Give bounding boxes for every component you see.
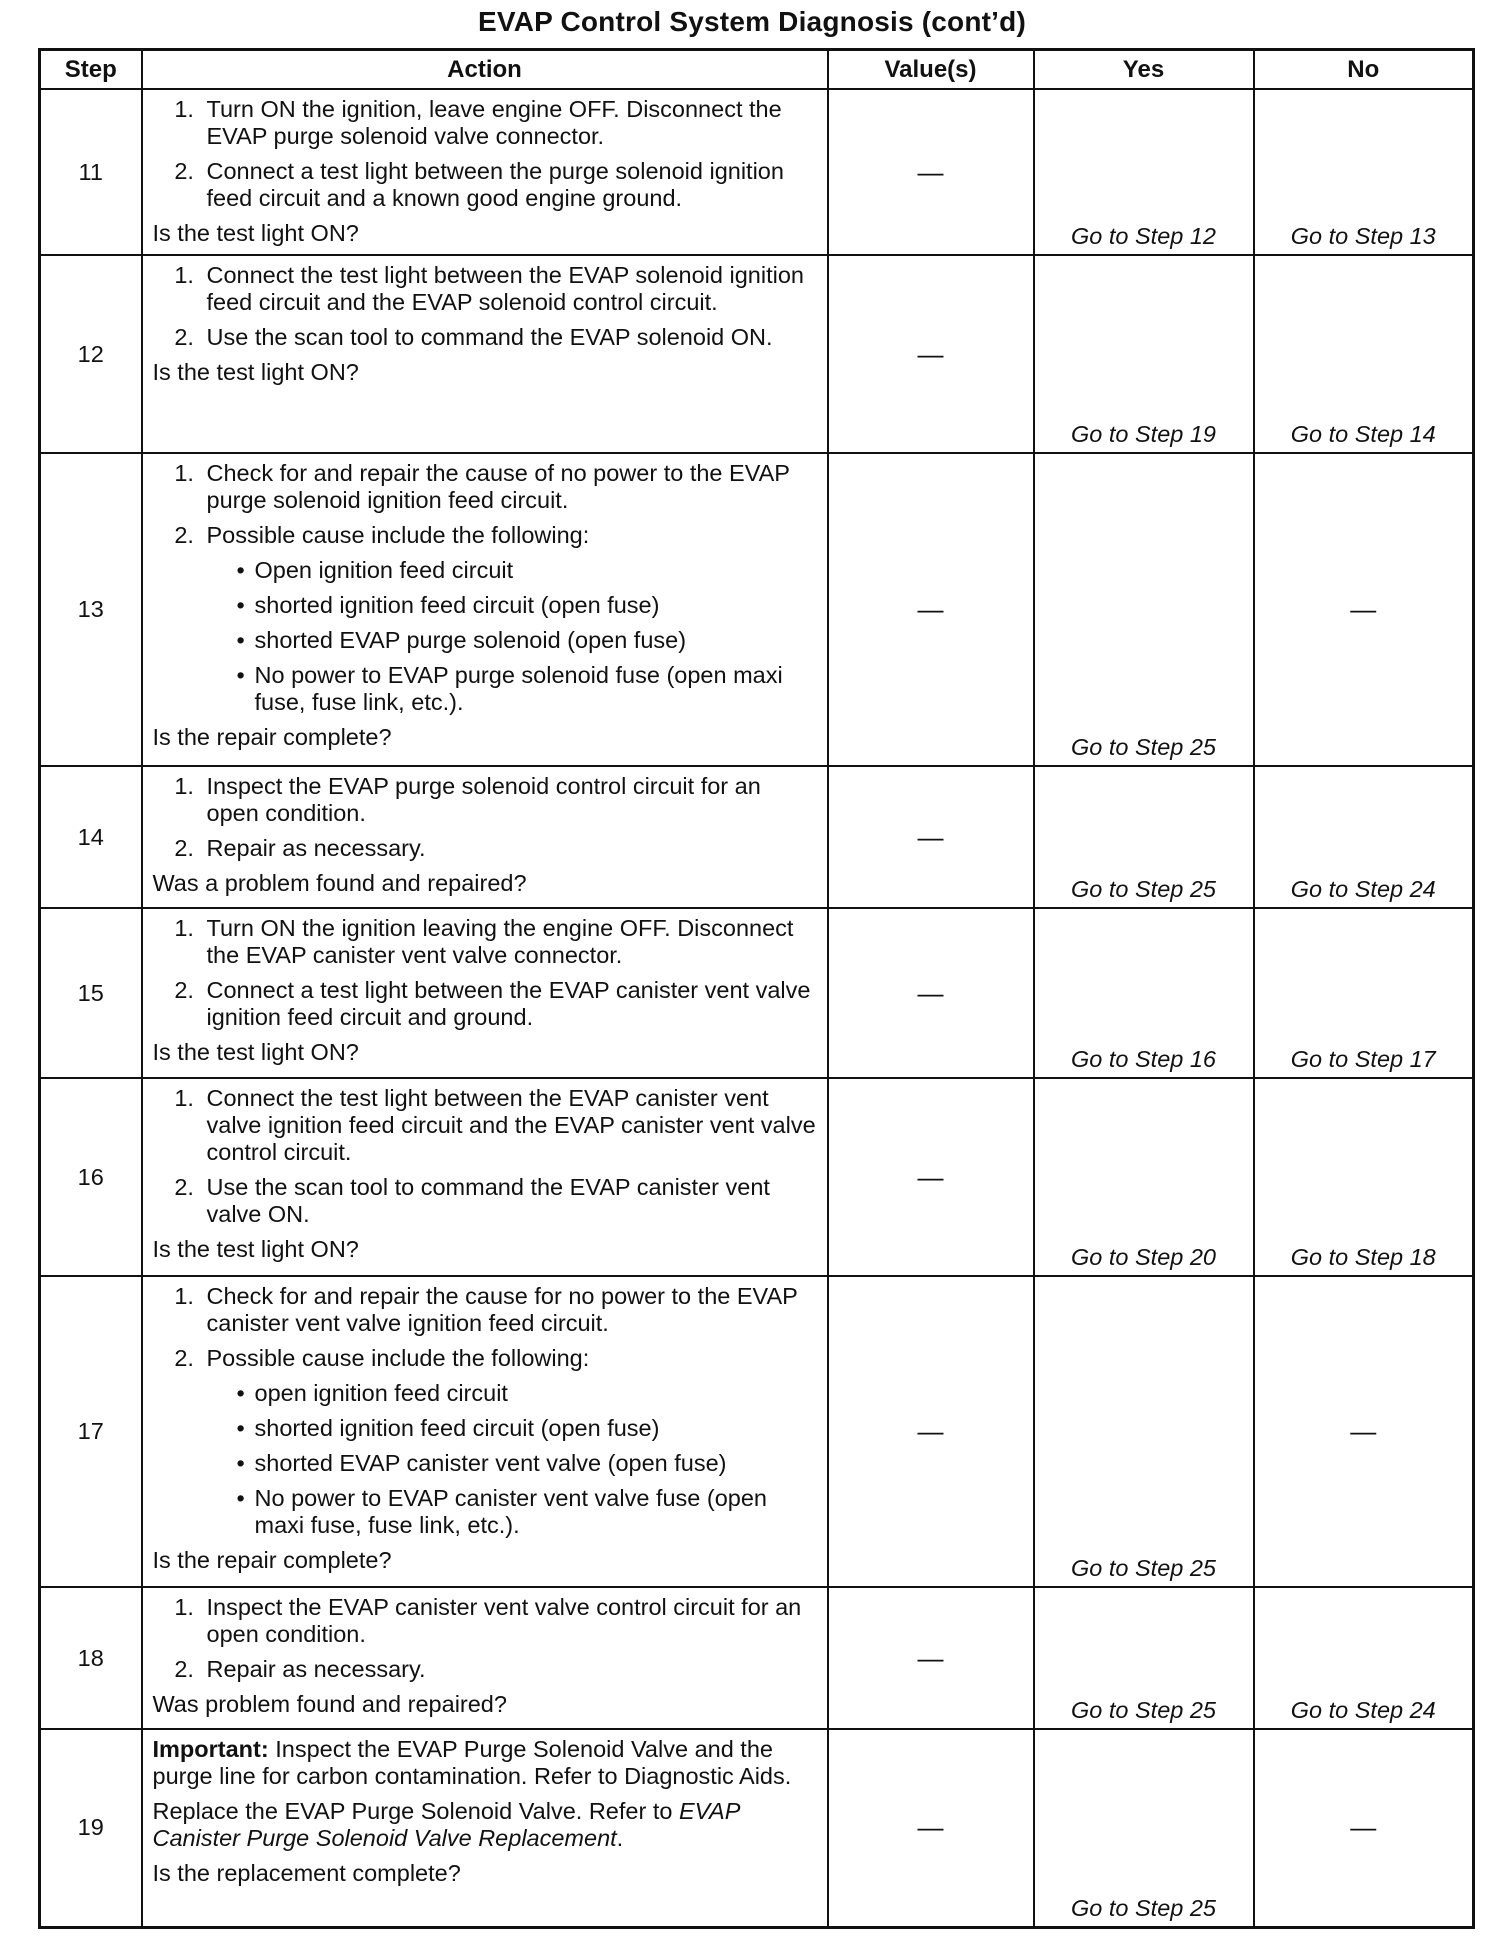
action-cell [142, 766, 828, 908]
step-number: 12 [40, 255, 142, 453]
no-cell: — [1254, 453, 1474, 766]
no-cell: — [1254, 1276, 1474, 1587]
action-question: Is the replacement complete? [152, 1860, 461, 1886]
header-no: No [1254, 50, 1474, 90]
action-item: 1. Connect the test light between the EVAP canister vent valve ignition feed circuit and the EVAP canister vent valve control circuit. [201, 1085, 819, 1166]
yes-cell: Go to Step 16 [1034, 908, 1254, 1078]
action-question: Was a problem found and repaired? [152, 870, 527, 896]
no-cell: Go to Step 14 [1254, 255, 1474, 453]
bullet-item: • shorted EVAP purge solenoid (open fuse) [237, 627, 819, 654]
action-question: Is the test light ON? [152, 220, 359, 246]
step-number: 13 [40, 453, 142, 766]
value-cell: — [828, 453, 1034, 766]
replace-instruction [153, 1798, 819, 1852]
action-item [201, 1345, 819, 1539]
bullet-item: • open ignition feed circuit [237, 1380, 819, 1407]
value-cell: — [828, 89, 1034, 255]
table-row [40, 1587, 1474, 1729]
header-values: Value(s) [828, 50, 1034, 90]
yes-cell: Go to Step 25 [1034, 1587, 1254, 1729]
yes-cell: Go to Step 25 [1034, 1729, 1254, 1927]
action-cell [142, 1729, 828, 1927]
bullet-item: • shorted EVAP canister vent valve (open fuse) [237, 1450, 819, 1477]
no-cell: — [1254, 1729, 1474, 1927]
bullet-item: • shorted ignition feed circuit (open fuse) [237, 1415, 819, 1442]
action-question: Is the repair complete? [152, 1547, 392, 1573]
value-cell: — [828, 1078, 1034, 1276]
page-title: EVAP Control System Diagnosis (cont’d) [478, 6, 1026, 37]
table-row [40, 1729, 1474, 1927]
no-cell: Go to Step 24 [1254, 1587, 1474, 1729]
bullet-item: • shorted ignition feed circuit (open fuse) [237, 592, 819, 619]
action-question: Is the test light ON? [152, 1236, 359, 1262]
action-cell [142, 1276, 828, 1587]
no-cell: Go to Step 18 [1254, 1078, 1474, 1276]
value-cell: — [828, 1276, 1034, 1587]
action-question: Is the repair complete? [152, 724, 392, 750]
header-row [40, 50, 1474, 90]
value-cell: — [828, 908, 1034, 1078]
action-item: 1. Turn ON the ignition, leave engine OFF. Disconnect the EVAP purge solenoid valve connector. [201, 96, 819, 150]
bullet-item: • Open ignition feed circuit [237, 557, 819, 584]
action-item-text: Possible cause include the following: [206, 1345, 590, 1371]
action-question: Is the test light ON? [152, 359, 359, 385]
action-item: 2. Use the scan tool to command the EVAP canister vent valve ON. [201, 1174, 819, 1228]
action-question: Was problem found and repaired? [152, 1691, 507, 1717]
step-number: 17 [40, 1276, 142, 1587]
value-cell: — [828, 1587, 1034, 1729]
diagnosis-table [38, 48, 1475, 1929]
step-number: 18 [40, 1587, 142, 1729]
bullet-item: • No power to EVAP canister vent valve fuse (open maxi fuse, fuse link, etc.). [237, 1485, 819, 1539]
header-action: Action [142, 50, 828, 90]
action-cell [142, 453, 828, 766]
action-item: 2. Repair as necessary. [201, 835, 819, 862]
important-label: Important: [152, 1736, 269, 1762]
step-number: 19 [40, 1729, 142, 1927]
action-item: 2. Connect a test light between the purge solenoid ignition feed circuit and a known good engine ground. [201, 158, 819, 212]
bullet-item: • No power to EVAP purge solenoid fuse (open maxi fuse, fuse link, etc.). [237, 662, 819, 716]
no-cell: Go to Step 17 [1254, 908, 1474, 1078]
yes-cell: Go to Step 25 [1034, 766, 1254, 908]
action-cell [142, 89, 828, 255]
action-item: 1. Inspect the EVAP purge solenoid control circuit for an open condition. [201, 773, 819, 827]
table-row [40, 908, 1474, 1078]
value-cell: — [828, 1729, 1034, 1927]
action-item: 1. Inspect the EVAP canister vent valve control circuit for an open condition. [201, 1594, 819, 1648]
important-note [153, 1736, 819, 1790]
no-cell: Go to Step 24 [1254, 766, 1474, 908]
yes-cell: Go to Step 20 [1034, 1078, 1254, 1276]
action-question: Is the test light ON? [152, 1039, 359, 1065]
table-row [40, 453, 1474, 766]
step-number: 16 [40, 1078, 142, 1276]
replace-end: . [616, 1825, 624, 1851]
table-row [40, 766, 1474, 908]
action-item: 1. Check for and repair the cause for no power to the EVAP canister vent valve ignition feed circuit. [201, 1283, 819, 1337]
action-cell [142, 1587, 828, 1729]
action-item: 2. Use the scan tool to command the EVAP solenoid ON. [201, 324, 819, 351]
no-cell: Go to Step 13 [1254, 89, 1474, 255]
action-cell [142, 255, 828, 453]
yes-cell: Go to Step 12 [1034, 89, 1254, 255]
yes-cell: Go to Step 25 [1034, 1276, 1254, 1587]
value-cell: — [828, 766, 1034, 908]
table-row [40, 1078, 1474, 1276]
action-cell [142, 908, 828, 1078]
action-item: 2. Connect a test light between the EVAP canister vent valve ignition feed circuit and ground. [201, 977, 819, 1031]
table-row [40, 255, 1474, 453]
action-cell [142, 1078, 828, 1276]
action-item-text: Possible cause include the following: [206, 522, 590, 548]
step-number: 15 [40, 908, 142, 1078]
replace-reference: EVAP Canister Purge Solenoid Valve Replacement [152, 1798, 740, 1851]
action-item: 1. Turn ON the ignition leaving the engine OFF. Disconnect the EVAP canister vent valve connector. [201, 915, 819, 969]
action-item: 1. Connect the test light between the EVAP solenoid ignition feed circuit and the EVAP solenoid control circuit. [201, 262, 819, 316]
action-item [201, 522, 819, 716]
header-yes: Yes [1034, 50, 1254, 90]
table-row [40, 1276, 1474, 1587]
action-item: 2. Repair as necessary. [201, 1656, 819, 1683]
important-text: Inspect the EVAP Purge Solenoid Valve and the purge line for carbon contamination. Refer to Diagnostic Aids. [152, 1736, 792, 1789]
yes-cell: Go to Step 19 [1034, 255, 1254, 453]
replace-text: Replace the EVAP Purge Solenoid Valve. Refer to [152, 1798, 679, 1824]
step-number: 14 [40, 766, 142, 908]
step-number: 11 [40, 89, 142, 255]
action-item: 1. Check for and repair the cause of no power to the EVAP purge solenoid ignition feed circuit. [201, 460, 819, 514]
header-step: Step [40, 50, 142, 90]
yes-cell: Go to Step 25 [1034, 453, 1254, 766]
value-cell: — [828, 255, 1034, 453]
table-row [40, 89, 1474, 255]
